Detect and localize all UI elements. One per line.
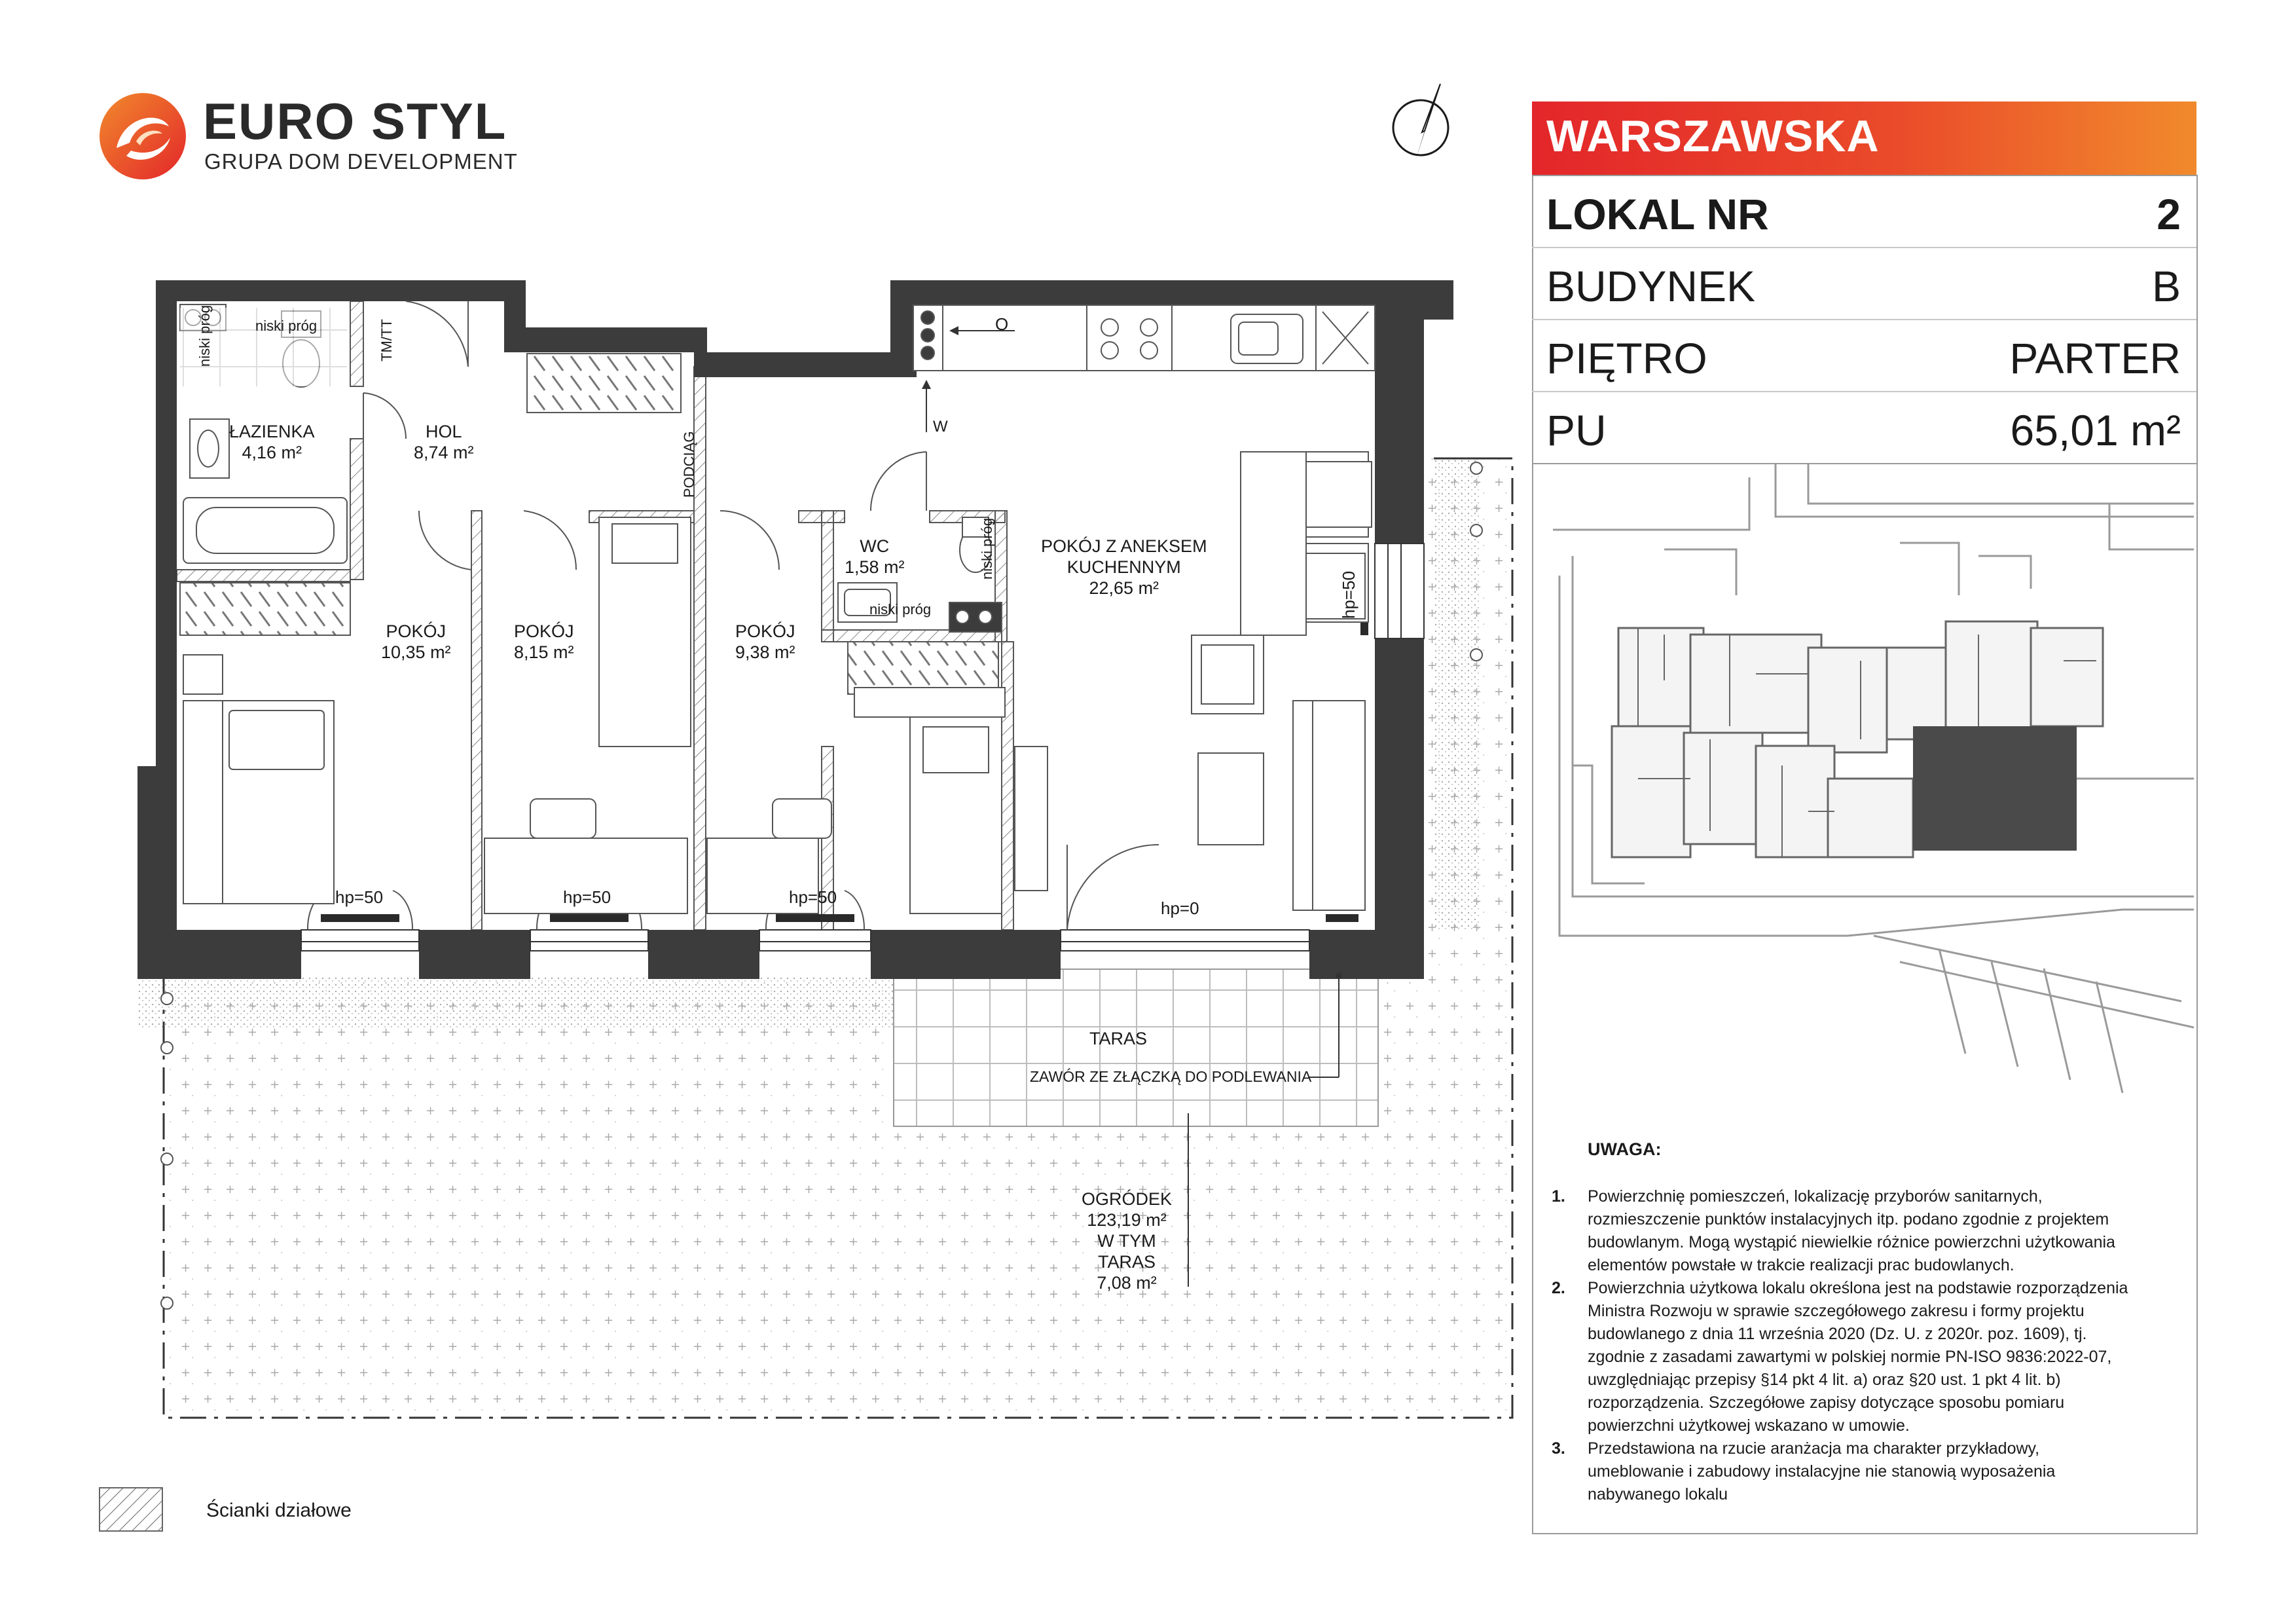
note-line: zgodnie z zasadami zawartymi w polskiej normie PN-ISO 9836:2022-07, xyxy=(1588,1348,2112,1366)
room-area: 1,58 m² xyxy=(845,557,905,577)
info-label: LOKAL NR xyxy=(1546,190,1769,238)
room-name: KUCHENNYM xyxy=(1066,557,1181,577)
sewage-note: O xyxy=(995,314,1009,334)
site-key-plan xyxy=(1533,464,2194,1106)
note-2 xyxy=(1552,1277,2164,1437)
investment-header xyxy=(1532,101,2196,175)
room-lazienka xyxy=(229,421,315,463)
threshold-note: niski próg xyxy=(255,318,318,334)
info-row-lokal xyxy=(1532,175,2196,248)
note-line: rozporządzenia. Szczegółowe zapisy dotyczące sposobu pomiaru xyxy=(1588,1393,2065,1412)
installation-arrows xyxy=(917,308,1048,439)
garden-sub: TARAS xyxy=(1098,1252,1156,1272)
garden-area: 123,19 m² xyxy=(1087,1210,1167,1230)
room-pokoj-1 xyxy=(381,621,451,663)
room-name: POKÓJ xyxy=(514,621,574,641)
sill-height: hp=50 xyxy=(1339,570,1358,619)
room-name: POKÓJ xyxy=(735,621,795,641)
info-label: BUDYNEK xyxy=(1546,262,1756,310)
note-number: 3. xyxy=(1552,1439,1565,1458)
note-line: nabywanego lokalu xyxy=(1588,1485,1728,1504)
info-value: 2 xyxy=(2157,190,2181,238)
room-area: 10,35 m² xyxy=(381,642,451,662)
note-number: 1. xyxy=(1552,1187,1565,1206)
note-line: rozmieszczenie punktów instalacyjnych itp. podano zgodnie z projektem xyxy=(1588,1210,2109,1228)
info-row-budynek xyxy=(1532,247,2196,320)
room-pokoj-2 xyxy=(514,621,574,663)
beam-note: PODCIĄG xyxy=(681,431,697,498)
valve-label: ZAWÓR ZE ZŁĄCZKĄ DO PODLEWANIA xyxy=(1030,1068,1312,1085)
sill-height: hp=50 xyxy=(335,887,384,907)
room-area: 8,74 m² xyxy=(414,443,474,462)
room-salon xyxy=(1041,536,1207,599)
room-area: 4,16 m² xyxy=(242,443,302,462)
leader-lines xyxy=(1048,956,1375,1297)
threshold-note: niski próg xyxy=(869,601,932,618)
info-value: B xyxy=(2151,262,2181,310)
partition-wall-legend-icon xyxy=(98,1486,164,1532)
terrace-label: TARAS xyxy=(1089,1029,1148,1048)
note-line: powierzchni użytkowej wskazano w umowie. xyxy=(1588,1416,1910,1435)
threshold-note: niski próg xyxy=(196,304,213,367)
note-line: Powierzchnia użytkowa lokalu określona jest na podstawie rozporządzenia xyxy=(1588,1279,2128,1297)
sill-height: hp=0 xyxy=(1161,898,1199,918)
notes-title: UWAGA: xyxy=(1588,1139,1662,1159)
brand-subtitle: GRUPA DOM DEVELOPMENT xyxy=(204,149,518,174)
note-number: 2. xyxy=(1552,1279,1565,1297)
threshold-note: niski próg xyxy=(979,517,995,580)
investment-name: WARSZAWSKA xyxy=(1546,111,1880,161)
room-wc xyxy=(845,536,905,578)
note-line: budowlanym. Mogą wystąpić niewielkie różnice powierzchni użytkowania xyxy=(1588,1233,2115,1251)
room-name: POKÓJ xyxy=(386,621,446,641)
note-line: Przedstawiona na rzucie aranżacja ma charakter przykładowy, xyxy=(1588,1439,2040,1458)
room-pokoj-3 xyxy=(735,621,795,663)
note-line: Ministra Rozwoju w sprawie szczegółowego zakresu i formy projektu xyxy=(1588,1302,2085,1320)
sill-height: hp=50 xyxy=(789,887,837,907)
room-name: POKÓJ Z ANEKSEM xyxy=(1041,536,1207,556)
note-line: elementów powstałe w trakcie realizacji prac budowlanych. xyxy=(1588,1256,2014,1274)
note-line: uwzględniając przepisy §14 pkt 4 lit. a) oraz §20 ust. 1 pkt 4 lit. b) xyxy=(1588,1371,2061,1389)
note-line: Powierzchnię pomieszczeń, lokalizację przyborów sanitarnych, xyxy=(1588,1187,2043,1206)
note-line: budowlanego z dnia 11 września 2020 (Dz. U. z 2020r. poz. 1609), tj. xyxy=(1588,1325,2087,1343)
room-hol xyxy=(414,421,474,463)
info-value: 65,01 m² xyxy=(2010,406,2181,454)
meter-note: TM/TT xyxy=(378,319,395,361)
note-line: umeblowanie i zabudowy instalacyjne nie stanowią wyposażenia xyxy=(1588,1462,2056,1481)
garden-sub-area: 7,08 m² xyxy=(1097,1273,1157,1293)
info-value: PARTER xyxy=(2009,334,2181,382)
room-area: 8,15 m² xyxy=(514,642,574,662)
info-row-pietro xyxy=(1532,319,2196,392)
room-name: HOL xyxy=(426,422,462,441)
garden-strip xyxy=(137,976,897,1028)
legend-label: Ścianki działowe xyxy=(206,1500,352,1521)
info-row-pu xyxy=(1532,391,2196,464)
info-label: PU xyxy=(1546,406,1607,454)
room-name: WC xyxy=(860,536,890,556)
water-note: W xyxy=(933,418,948,435)
room-area: 9,38 m² xyxy=(735,642,795,662)
brand-name: EURO STYL xyxy=(203,92,507,150)
note-3 xyxy=(1552,1437,2164,1506)
garden-sub: W TYM xyxy=(1097,1231,1156,1251)
sill-height: hp=50 xyxy=(563,887,611,907)
room-area: 22,65 m² xyxy=(1089,578,1159,598)
room-name: ŁAZIENKA xyxy=(229,422,315,441)
note-1 xyxy=(1552,1185,2164,1277)
info-label: PIĘTRO xyxy=(1546,334,1707,382)
garden-name: OGRÓDEK xyxy=(1082,1189,1173,1209)
